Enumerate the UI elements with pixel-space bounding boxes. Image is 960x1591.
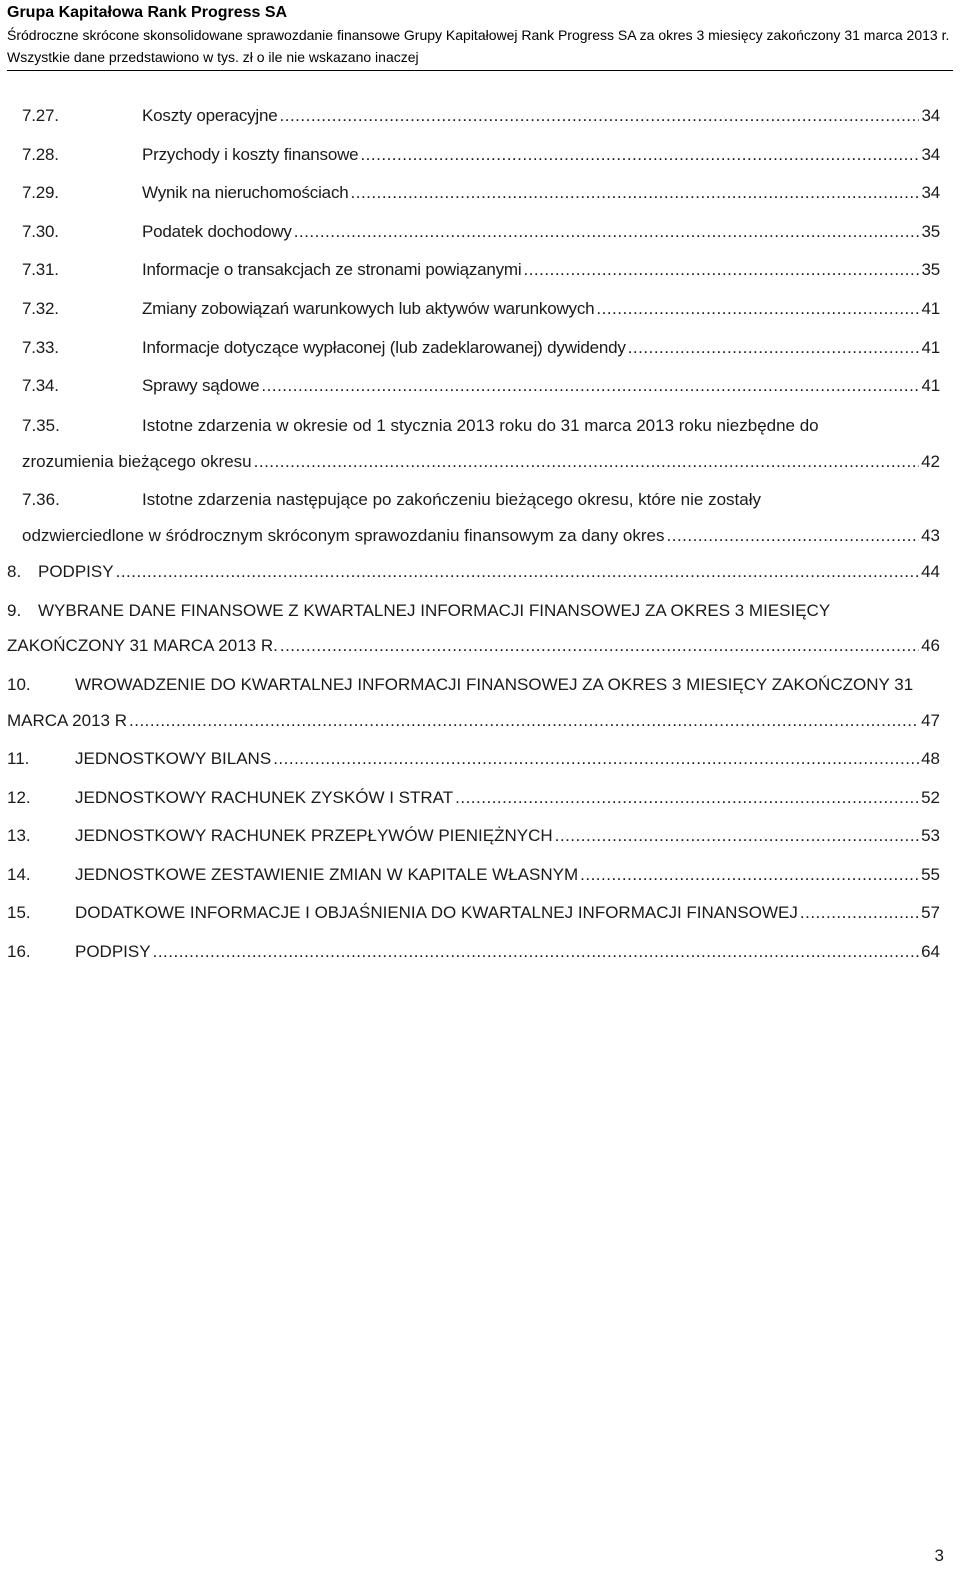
page-number: 3 xyxy=(934,1546,944,1565)
toc-leader-dots xyxy=(129,711,919,731)
toc-title-line1: Istotne zdarzenia następujące po zakończeniu bieżącego okresu, które nie zostały xyxy=(142,490,761,509)
toc-title-line1: WROWADZENIE DO KWARTALNEJ INFORMACJI FINANSOWEJ ZA OKRES 3 MIESIĘCY ZAKOŃCZONY 31 xyxy=(75,675,914,694)
toc-page: 34 xyxy=(921,106,940,125)
toc-entry-11[interactable] xyxy=(0,749,960,771)
toc-entry-7-31[interactable] xyxy=(0,260,960,282)
toc-entry-7-28[interactable] xyxy=(0,145,960,167)
toc-title-line1: WYBRANE DANE FINANSOWE Z KWARTALNEJ INFORMACJI FINANSOWEJ ZA OKRES 3 MIESIĘCY xyxy=(38,601,831,620)
toc-title: JEDNOSTKOWY RACHUNEK ZYSKÓW I STRAT xyxy=(75,788,454,807)
toc-number: 14. xyxy=(7,865,31,884)
toc-title-line2: zrozumienia bieżącego okresu xyxy=(22,452,252,471)
toc-number: 13. xyxy=(7,826,31,845)
toc-number: 7.28. xyxy=(22,145,59,164)
toc-title: PODPISY xyxy=(38,562,114,581)
toc-entry-8[interactable] xyxy=(0,562,960,584)
toc-leader-dots xyxy=(455,788,919,808)
toc-number: 7.34. xyxy=(22,376,59,395)
toc-entry-7-35[interactable] xyxy=(0,416,960,476)
toc-number: 10. xyxy=(7,675,31,694)
toc-title: Wynik na nieruchomościach xyxy=(142,183,349,202)
header-company-title: Grupa Kapitałowa Rank Progress SA xyxy=(7,4,288,21)
header-report-subtitle: Śródroczne skrócone skonsolidowane sprawozdanie finansowe Grupy Kapitałowej Rank Progress SA za okres 3 miesięcy zakończony 31 marca 2013 r. xyxy=(7,27,950,43)
toc-title: Sprawy sądowe xyxy=(142,376,260,395)
toc-leader-dots xyxy=(523,260,919,280)
toc-page: 35 xyxy=(921,260,940,279)
toc-number: 7.29. xyxy=(22,183,59,202)
toc-title: Podatek dochodowy xyxy=(142,222,292,241)
toc-title-line2: MARCA 2013 R xyxy=(7,711,127,730)
toc-page: 34 xyxy=(921,183,940,202)
toc-leader-dots xyxy=(360,145,919,165)
toc-entry-7-27[interactable] xyxy=(0,106,960,128)
toc-entry-14[interactable] xyxy=(0,865,960,887)
toc-leader-dots xyxy=(555,826,919,846)
toc-leader-dots xyxy=(273,749,919,769)
toc-title: Informacje o transakcjach ze stronami powiązanymi xyxy=(142,260,522,279)
toc-leader-dots xyxy=(351,183,920,203)
toc-number: 11. xyxy=(7,749,30,768)
toc-number: 7.31. xyxy=(22,260,59,279)
toc-entry-10[interactable] xyxy=(0,675,960,735)
toc-page: 34 xyxy=(921,145,940,164)
toc-leader-dots xyxy=(116,562,919,582)
toc-title: JEDNOSTKOWY BILANS xyxy=(75,749,272,768)
toc-leader-dots xyxy=(254,452,919,472)
toc-title: Koszty operacyjne xyxy=(142,106,278,125)
toc-entry-15[interactable] xyxy=(0,903,960,925)
toc-entry-7-36[interactable] xyxy=(0,490,960,550)
toc-leader-dots xyxy=(153,942,919,962)
toc-leader-dots xyxy=(261,376,919,396)
toc-number: 9. xyxy=(7,601,22,620)
toc-page: 42 xyxy=(921,452,940,471)
toc-number: 7.35. xyxy=(22,416,60,435)
toc-number: 7.32. xyxy=(22,299,59,318)
toc-number: 16. xyxy=(7,942,31,961)
toc-entry-16[interactable] xyxy=(0,942,960,964)
toc-page: 53 xyxy=(921,826,940,845)
toc-leader-dots xyxy=(280,636,919,656)
toc-page: 46 xyxy=(921,636,940,655)
toc-title-line1: Istotne zdarzenia w okresie od 1 stycznia 2013 roku do 31 marca 2013 roku niezbędne do xyxy=(142,416,819,435)
toc-entry-9[interactable] xyxy=(0,601,960,661)
toc-leader-dots xyxy=(800,903,919,923)
toc-entry-12[interactable] xyxy=(0,788,960,810)
toc-leader-dots xyxy=(580,865,919,885)
toc-page: 35 xyxy=(921,222,940,241)
toc-page: 47 xyxy=(921,711,940,730)
toc-number: 12. xyxy=(7,788,31,807)
toc-page: 55 xyxy=(921,865,940,884)
toc-entry-7-30[interactable] xyxy=(0,222,960,244)
toc-title: PODPISY xyxy=(75,942,151,961)
toc-page: 57 xyxy=(921,903,940,922)
toc-page: 64 xyxy=(921,942,940,961)
toc-entry-7-34[interactable] xyxy=(0,376,960,398)
toc-leader-dots xyxy=(280,106,920,126)
toc-number: 7.30. xyxy=(22,222,59,241)
toc-entry-7-33[interactable] xyxy=(0,338,960,360)
toc-number: 7.27. xyxy=(22,106,59,125)
toc-title: DODATKOWE INFORMACJE I OBJAŚNIENIA DO KWARTALNEJ INFORMACJI FINANSOWEJ xyxy=(75,903,798,922)
toc-title: Informacje dotyczące wypłaconej (lub zadeklarowanej) dywidendy xyxy=(142,338,626,357)
toc-page: 41 xyxy=(921,376,940,395)
toc-title: JEDNOSTKOWE ZESTAWIENIE ZMIAN W KAPITALE WŁASNYM xyxy=(75,865,579,884)
toc-leader-dots xyxy=(667,526,920,546)
toc-entry-13[interactable] xyxy=(0,826,960,848)
toc-title-line2: odzwierciedlone w śródrocznym skróconym sprawozdaniu finansowym za dany okres xyxy=(22,526,665,545)
toc-title: Zmiany zobowiązań warunkowych lub aktywów warunkowych xyxy=(142,299,595,318)
toc-title: Przychody i koszty finansowe xyxy=(142,145,359,164)
toc-page: 44 xyxy=(921,562,940,581)
toc-page: 43 xyxy=(921,526,940,545)
toc-number: 8. xyxy=(7,562,22,581)
toc-page: 52 xyxy=(921,788,940,807)
toc-page: 41 xyxy=(921,338,940,357)
toc-leader-dots xyxy=(294,222,920,242)
toc-leader-dots xyxy=(628,338,920,358)
toc-number: 15. xyxy=(7,903,31,922)
toc-entry-7-32[interactable] xyxy=(0,299,960,321)
toc-title: JEDNOSTKOWY RACHUNEK PRZEPŁYWÓW PIENIĘŻNYCH xyxy=(75,826,553,845)
toc-page: 41 xyxy=(921,299,940,318)
toc-number: 7.36. xyxy=(22,490,60,509)
toc-leader-dots xyxy=(596,299,919,319)
toc-entry-7-29[interactable] xyxy=(0,183,960,205)
toc-page: 48 xyxy=(921,749,940,768)
toc-number: 7.33. xyxy=(22,338,59,357)
header-units-note: Wszystkie dane przedstawiono w tys. zł o ile nie wskazano inaczej xyxy=(7,49,419,65)
toc-title-line2: ZAKOŃCZONY 31 MARCA 2013 R. xyxy=(7,636,278,655)
